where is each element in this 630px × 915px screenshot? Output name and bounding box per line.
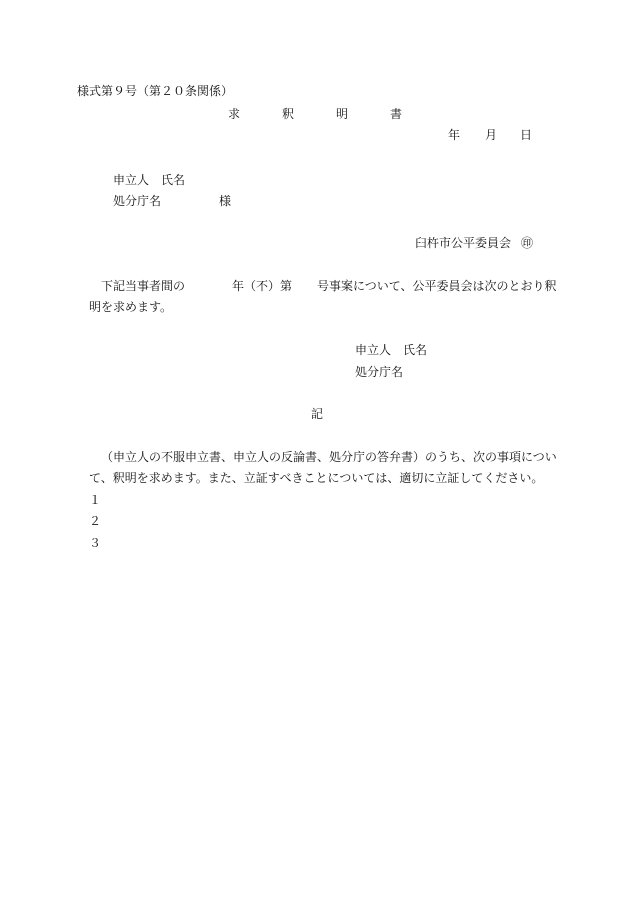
items-intro-line-2: て、釈明を求めます。また、立証すべきことについては、適切に立証してください。 — [89, 471, 544, 485]
sender-name: 臼杵市公平委員会 — [415, 236, 512, 250]
date-month: 月 — [485, 128, 498, 142]
date-year: 年 — [448, 128, 461, 142]
item-2: ２ — [89, 514, 102, 528]
ki-heading: 記 — [311, 407, 324, 421]
title-char-4: 書 — [390, 107, 403, 121]
body-line-2: 明を求めます。 — [89, 300, 173, 314]
body-line-1-part-3: 号事案について、公平委員会は次のとおり釈 — [317, 279, 557, 293]
body-line-1-part-2: 年（不）第 — [232, 279, 293, 293]
document-title — [0, 108, 630, 122]
date-line — [0, 129, 630, 143]
party-applicant: 申立人 氏名 — [355, 343, 428, 357]
item-3: ３ — [89, 536, 102, 550]
recipient-applicant: 申立人 氏名 — [113, 173, 186, 187]
title-char-1: 求 — [228, 107, 241, 121]
item-1: １ — [89, 493, 102, 507]
items-intro-line-1: （申立人の不服申立書、申立人の反論書、処分庁の答弁書）のうち、次の事項につい — [101, 450, 557, 464]
body-line-1 — [0, 280, 630, 294]
date-day: 日 — [520, 128, 533, 142]
body-line-1-part-1: 下記当事者間の — [101, 279, 186, 293]
recipient-honorific: 様 — [219, 194, 232, 208]
form-number: 様式第９号（第２０条関係） — [77, 84, 234, 98]
party-agency: 処分庁名 — [355, 365, 404, 379]
recipient-agency: 処分庁名 — [113, 194, 162, 208]
title-char-3: 明 — [336, 107, 349, 121]
title-char-2: 釈 — [282, 107, 295, 121]
seal-mark: ㊞ — [521, 236, 534, 250]
